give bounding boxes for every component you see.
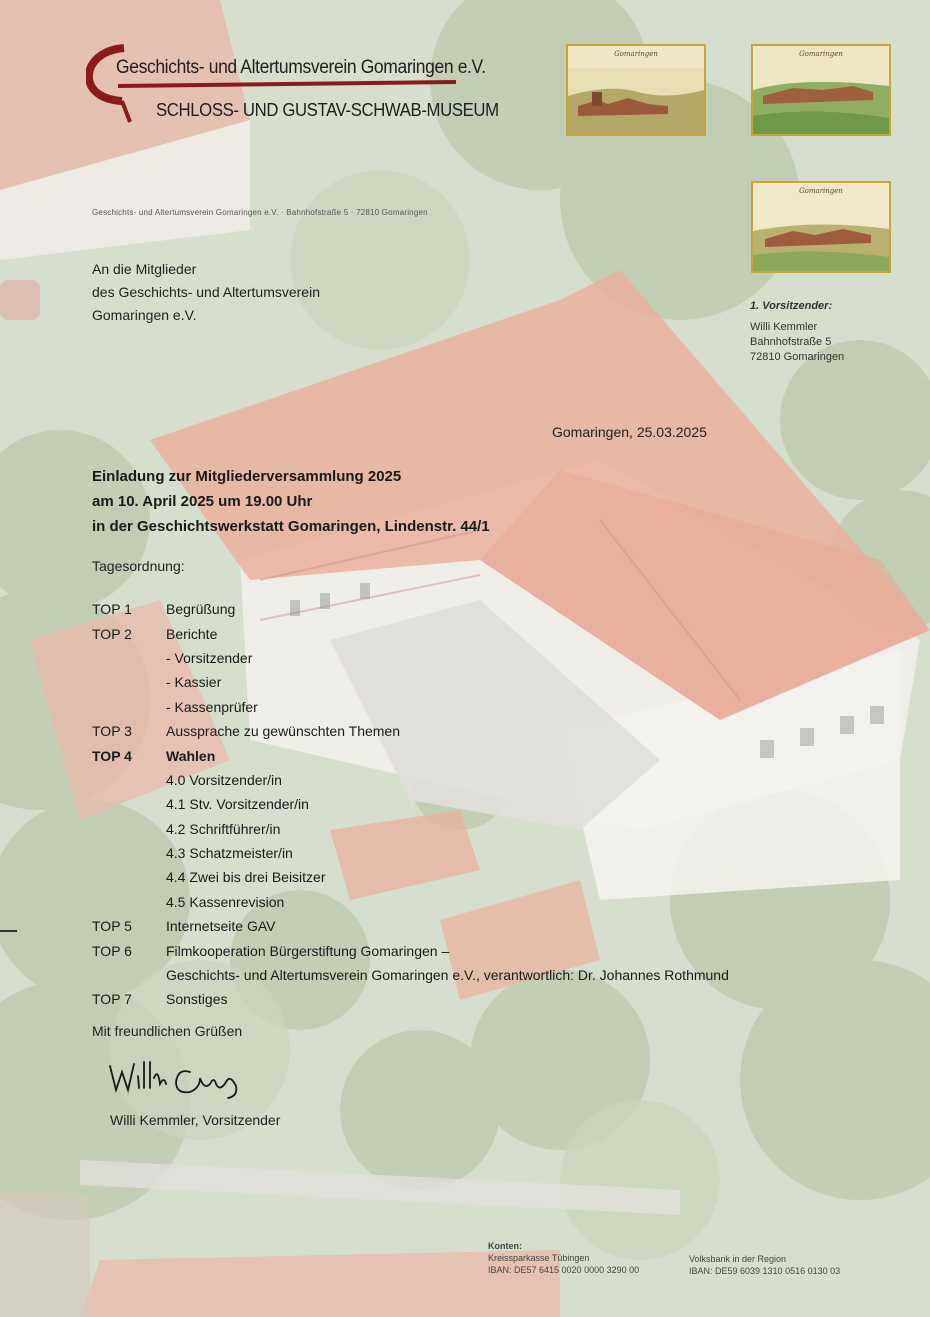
agenda-item xyxy=(92,987,852,1011)
recipient-line-2: des Geschichts- und Altertumsverein xyxy=(92,284,320,300)
headline-line-3: in der Geschichtswerkstatt Gomaringen, Lindenstr. 44/1 xyxy=(92,518,490,535)
footer-bank2-name: Volksbank in der Region xyxy=(689,1254,787,1264)
agenda-subitem xyxy=(92,695,852,719)
historic-caption-2: Gomaringen xyxy=(799,50,843,58)
agenda-subitem xyxy=(92,817,852,841)
agenda-subitem xyxy=(92,768,852,792)
historic-view-image-1 xyxy=(566,44,706,136)
recipient-line-3: Gomaringen e.V. xyxy=(92,307,197,323)
historic-caption-3: Gomaringen xyxy=(799,187,843,195)
agenda-title: - Vorsitzender xyxy=(166,649,253,666)
agenda-title: - Kassier xyxy=(166,674,222,691)
agenda-title: - Kassenprüfer xyxy=(166,698,258,715)
agenda-title: 4.2 Schriftführer/in xyxy=(166,820,281,837)
agenda-item xyxy=(92,743,852,767)
agenda-number: TOP 2 xyxy=(92,625,132,642)
agenda-subitem xyxy=(92,670,852,694)
agenda-item xyxy=(92,597,852,621)
chairman-name: Willi Kemmler xyxy=(750,321,818,333)
handwritten-signature xyxy=(106,1054,246,1107)
recipient-line-1: An die Mitglieder xyxy=(92,261,197,277)
association-logo xyxy=(86,44,499,134)
museum-name: SCHLOSS- UND GUSTAV-SCHWAB-MUSEUM xyxy=(156,100,499,120)
headline-line-2: am 10. April 2025 um 19.00 Uhr xyxy=(92,493,313,510)
footer-bank-accounts xyxy=(488,1240,639,1276)
agenda-title: 4.0 Vorsitzender/in xyxy=(166,771,282,788)
agenda-subitem xyxy=(92,890,852,914)
agenda-number: TOP 4 xyxy=(92,747,132,764)
agenda-title: Geschichts- und Altertumsverein Gomaringen e.V., verantwortlich: Dr. Johannes Rothmund xyxy=(166,967,729,984)
agenda-title: 4.1 Stv. Vorsitzender/in xyxy=(166,796,309,813)
chairman-title: 1. Vorsitzender: xyxy=(750,300,833,312)
agenda-subitem xyxy=(92,646,852,670)
agenda-title: Wahlen xyxy=(166,747,216,764)
agenda-title: Sonstiges xyxy=(166,991,228,1008)
signer-name: Willi Kemmler, Vorsitzender xyxy=(110,1112,281,1128)
agenda-title: Begrüßung xyxy=(166,601,236,618)
chairman-street: Bahnhofstraße 5 xyxy=(750,336,832,348)
agenda-number: TOP 3 xyxy=(92,723,132,740)
footer-title: Konten: xyxy=(488,1241,522,1251)
agenda-number: TOP 5 xyxy=(92,918,132,935)
agenda-list xyxy=(92,597,852,1012)
agenda-title: Berichte xyxy=(166,625,218,642)
footer-bank1-name: Kreissparkasse Tübingen xyxy=(488,1253,590,1263)
agenda-item xyxy=(92,719,852,743)
agenda-title: Aussprache zu gewünschten Themen xyxy=(166,723,400,740)
agenda-number: TOP 1 xyxy=(92,601,132,618)
closing-greeting: Mit freundlichen Grüßen xyxy=(92,1023,243,1039)
headline-line-1: Einladung zur Mitgliederversammlung 2025 xyxy=(92,468,402,485)
footer-bank-2 xyxy=(689,1253,840,1277)
agenda-number: TOP 7 xyxy=(92,991,132,1008)
agenda-title: Internetseite GAV xyxy=(166,918,276,935)
historic-caption-1: Gomaringen xyxy=(614,50,658,58)
agenda-title: 4.3 Schatzmeister/in xyxy=(166,845,293,862)
agenda-item xyxy=(92,914,852,938)
letter-date: Gomaringen, 25.03.2025 xyxy=(552,424,707,440)
agenda-title: 4.5 Kassenrevision xyxy=(166,893,285,910)
chairman-city: 72810 Gomaringen xyxy=(750,351,845,363)
fold-mark xyxy=(0,930,17,932)
agenda-item xyxy=(92,938,852,962)
invitation-headline xyxy=(92,464,490,539)
agenda-item-continuation xyxy=(92,963,852,987)
chairman-contact xyxy=(750,299,844,365)
agenda-label: Tagesordnung: xyxy=(92,558,185,574)
historic-view-image-3 xyxy=(751,181,891,273)
footer-bank1-iban: IBAN: DE57 6415 0020 0000 3290 00 xyxy=(488,1265,640,1275)
recipient-block xyxy=(92,258,320,327)
agenda-title: Filmkooperation Bürgerstiftung Gomaringen – xyxy=(166,942,450,959)
agenda-number: TOP 6 xyxy=(92,942,132,959)
signature-icon xyxy=(106,1054,246,1102)
agenda-subitem xyxy=(92,865,852,889)
agenda-title: 4.4 Zwei bis drei Beisitzer xyxy=(166,869,326,886)
footer-bank2-iban: IBAN: DE59 6039 1310 0516 0130 03 xyxy=(689,1266,841,1276)
agenda-item xyxy=(92,621,852,645)
historic-view-image-2 xyxy=(751,44,891,136)
association-name: Geschichts- und Altertumsverein Gomaringen e.V. xyxy=(116,57,486,78)
agenda-subitem xyxy=(92,841,852,865)
agenda-subitem xyxy=(92,792,852,816)
sender-address-line: Geschichts- und Altertumsverein Gomaringen e.V. · Bahnhofstraße 5 · 72810 Gomaringen xyxy=(92,208,428,217)
